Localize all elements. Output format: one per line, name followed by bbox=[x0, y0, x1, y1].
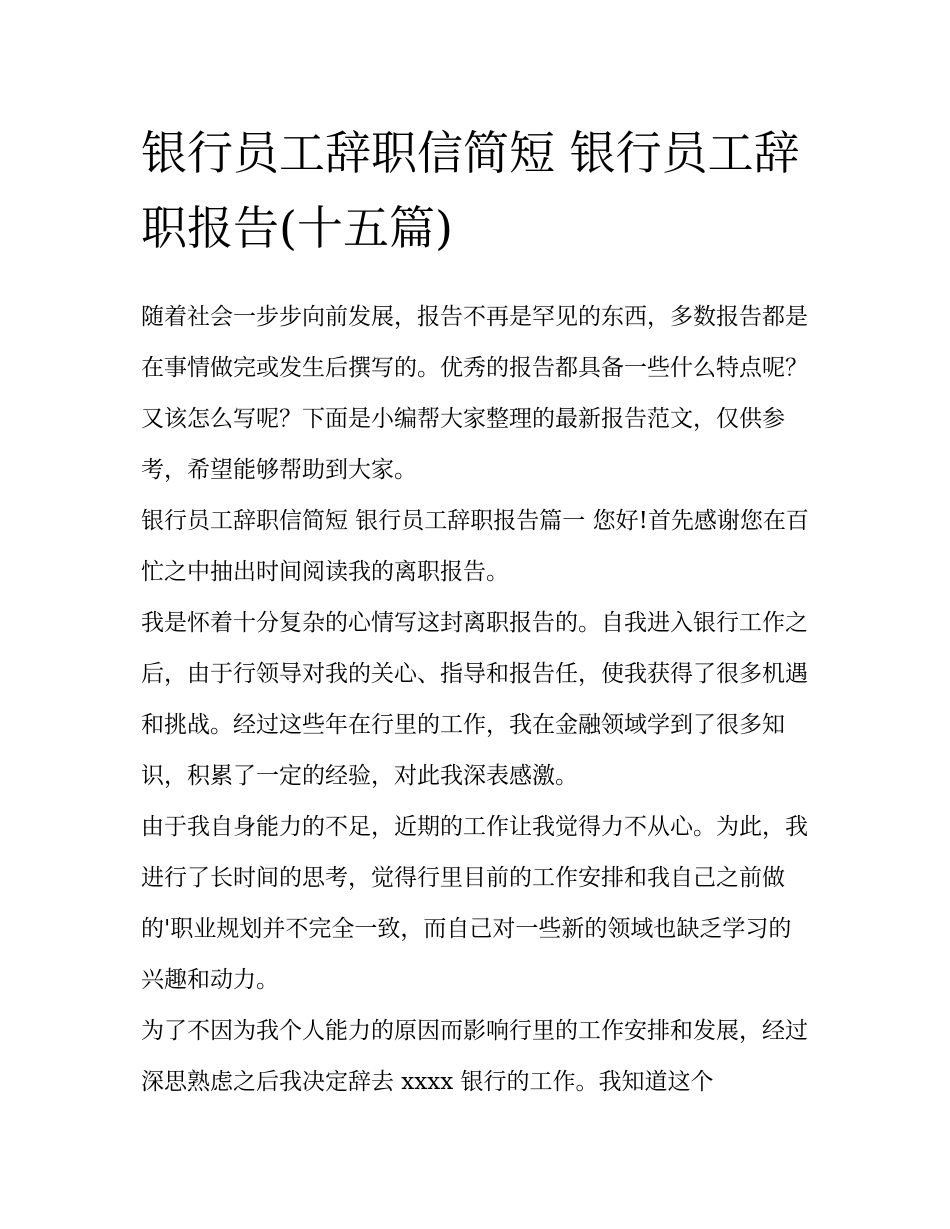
paragraph-decision: 为了不因为我个人能力的原因而影响行里的工作安排和发展，经过深思熟虑之后我决定辞去 xxxx 银行的工作。我知道这个 bbox=[141, 1018, 808, 1095]
document-title: 银行员工辞职信简短 银行员工辞职报告(十五篇) bbox=[141, 126, 800, 255]
document-body bbox=[141, 116, 813, 1108]
paragraph-greeting: 银行员工辞职信简短 银行员工辞职报告篇一 您好!首先感谢您在百忙之中抽出时间阅读我的离职报告。 bbox=[141, 508, 809, 585]
paragraph-reason: 由于我自身能力的不足，近期的工作让我觉得力不从心。为此，我进行了长时间的思考，觉得行里目前的工作安排和我自己之前做的'职业规划并不完全一致，而自己对一些新的领域也缺乏学习的兴趣和动力。 bbox=[141, 814, 808, 993]
paragraph-intro: 随着社会一步步向前发展，报告不再是罕见的东西，多数报告都是在事情做完或发生后撰写的。优秀的报告都具备一些什么特点呢？又该怎么写呢？下面是小编帮大家整理的最新报告范文，仅供参考，希望能够帮助到大家。 bbox=[141, 304, 808, 483]
paragraph-gratitude: 我是怀着十分复杂的心情写这封离职报告的。自我进入银行工作之后，由于行领导对我的关心、指导和报告任，使我获得了很多机遇和挑战。经过这些年在行里的工作，我在金融领域学到了很多知识，积累了一定的经验，对此我深表感激。 bbox=[141, 610, 808, 789]
